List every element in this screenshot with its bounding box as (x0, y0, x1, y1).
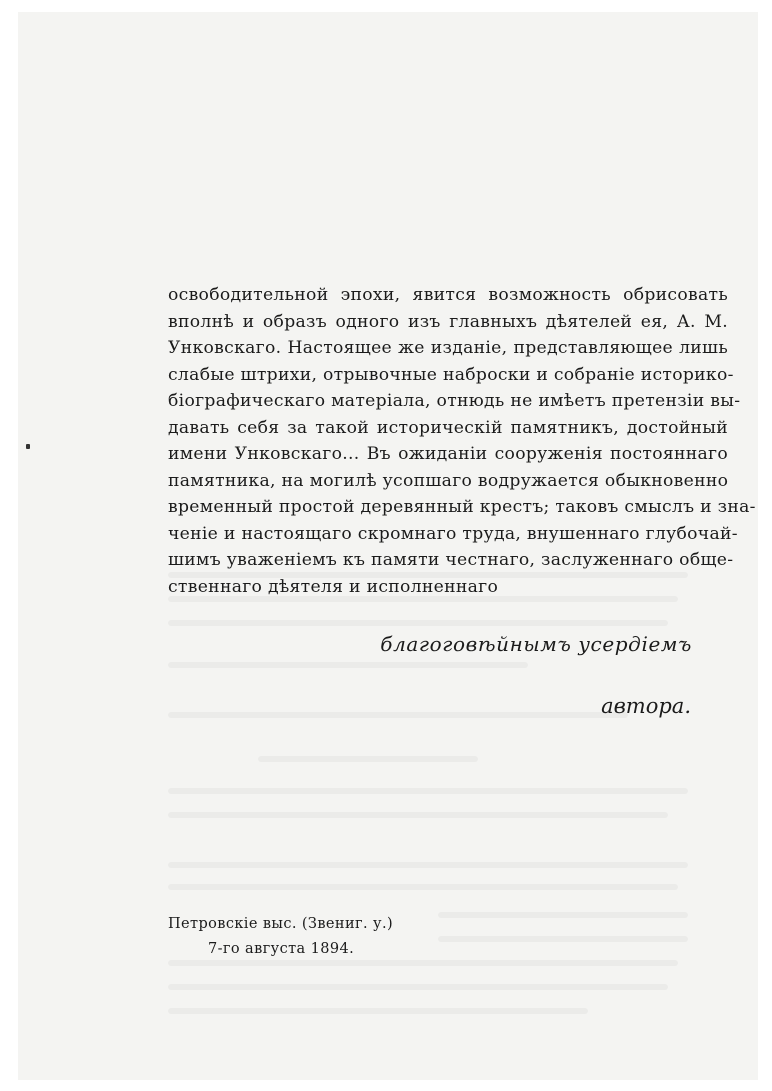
date-text: 7-го августа 1894. (208, 941, 355, 957)
bleed-through (168, 812, 668, 818)
bleed-through (438, 936, 688, 942)
document-page (18, 12, 758, 1080)
text-line: давать себя за такой историческій памятникъ, достойный (168, 417, 728, 438)
bleed-through (168, 862, 688, 868)
margin-mark (26, 444, 30, 449)
text-line: шимъ уваженіемъ къ памяти честнаго, заслуженнаго обще- (168, 550, 734, 570)
author-line: автора. (601, 694, 691, 718)
place-and-date (168, 912, 428, 962)
bleed-through (168, 788, 688, 794)
text-line: освободительной эпохи, явится возможность обрисовать (168, 285, 728, 305)
text-line: ственнаго дѣятеля и исполненнаго (168, 576, 499, 597)
text-line: вполнѣ и образъ одного изъ главныхъ дѣятелей ея, А. М. (168, 311, 728, 332)
text-line: ченіе и настоящаго скромнаго труда, внушеннаго глубочай- (168, 523, 738, 544)
text-line: слабые штрихи, отрывочные наброски и собраніе историко- (168, 364, 734, 385)
text-line: біографическаго матеріала, отнюдь не имѣетъ претензіи вы- (168, 391, 741, 411)
text-line: памятника, на могилѣ усопшаго водружается обыкновенно (168, 470, 729, 491)
bleed-through (438, 912, 688, 918)
bleed-through (258, 756, 478, 762)
text-line: Унковскаго. Настоящее же изданіе, представляющее лишь (168, 338, 728, 358)
bleed-through (168, 884, 678, 890)
body-paragraph (168, 282, 756, 600)
text-line: имени Унковскаго... Въ ожиданіи сооруженія постояннаго (168, 444, 728, 464)
bleed-through (168, 1008, 588, 1014)
bleed-through (168, 620, 668, 626)
text-line: временный простой деревянный крестъ; таковъ смыслъ и зна- (168, 497, 756, 517)
dedication-line: благоговѣйнымъ усердіемъ (380, 632, 692, 656)
bleed-through (168, 662, 528, 668)
place-text: Петровскіе выс. (Звениг. у.) (168, 916, 394, 932)
bleed-through (168, 984, 668, 990)
